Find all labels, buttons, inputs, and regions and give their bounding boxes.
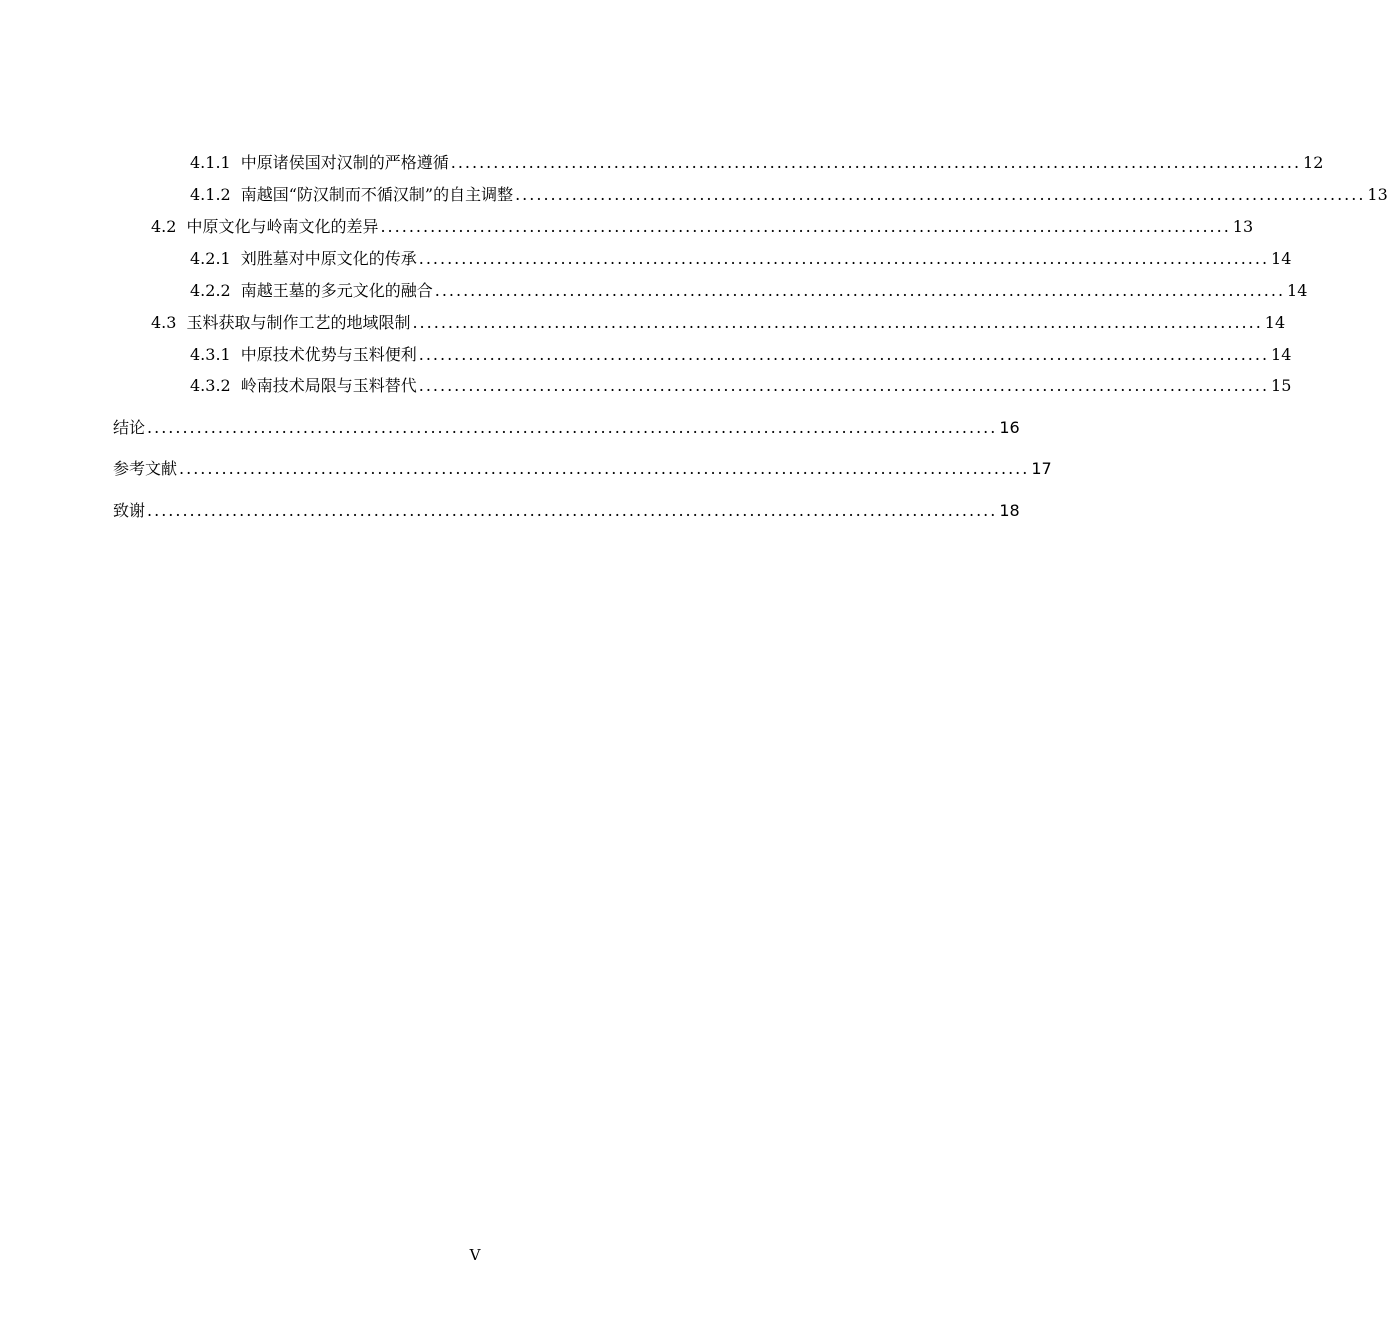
toc-entry-page: 13: [1232, 217, 1254, 236]
toc-entry-title: [190, 182, 513, 205]
toc-entry-4-1-1[interactable]: [190, 150, 1324, 173]
toc-entry-4-2-1[interactable]: [190, 246, 1292, 269]
page-number: V: [469, 1246, 481, 1264]
toc-entry-text: 玉料获取与制作工艺的地域限制: [186, 313, 411, 332]
toc-entry-title: 结论: [113, 418, 146, 437]
toc-entry-title: [190, 246, 417, 269]
toc-entry-page: 17: [1031, 459, 1052, 478]
toc-leader-dots: ........................................................................................................................: [418, 249, 1270, 268]
toc-entry-4-2[interactable]: [151, 214, 1254, 237]
toc-entry-text: 中原文化与岭南文化的差异: [186, 217, 379, 236]
toc-entry-page: 12: [1303, 153, 1324, 172]
toc-entry-text: 南越国“防汉制而不循汉制”的自主调整: [240, 185, 514, 204]
toc-entry-title: 参考文献: [113, 459, 178, 478]
toc-entry-page: 14: [1271, 249, 1292, 268]
toc-entry-4-3-2[interactable]: [190, 373, 1292, 396]
toc-leader-dots: ........................................................................................................................: [418, 345, 1270, 364]
toc-entry-title: [190, 150, 449, 173]
toc-entry-number: 4.3: [151, 313, 177, 332]
toc-entry-number: 4.3.2: [190, 376, 231, 395]
toc-entry-text: 刘胜墓对中原文化的传承: [240, 249, 417, 268]
toc-entry-text: 中原诸侯国对汉制的严格遵循: [240, 153, 449, 172]
toc-entry-page: 18: [999, 501, 1020, 520]
toc-entry-page: 14: [1287, 281, 1308, 300]
toc-entry-title: [151, 310, 410, 333]
toc-entry-text: 中原技术优势与玉料便利: [240, 345, 417, 364]
toc-entry-page: 16: [999, 418, 1020, 437]
toc-entry-number: 4.1.2: [190, 185, 231, 204]
toc-entry-acknowledgements[interactable]: [113, 498, 1020, 521]
toc-entry-page: 14: [1271, 345, 1292, 364]
toc-entry-title: [151, 214, 378, 237]
toc-leader-dots: ........................................................................................................................: [418, 376, 1270, 395]
toc-entry-conclusion[interactable]: [113, 415, 1020, 438]
toc-entry-number: 4.1.1: [190, 153, 231, 172]
toc-leader-dots: ........................................................................................................................: [179, 459, 1030, 478]
toc-entry-4-2-2[interactable]: [190, 278, 1308, 301]
toc-entry-title: [190, 373, 417, 396]
toc-entry-4-1-2[interactable]: [190, 182, 1388, 205]
toc-entry-number: 4.2.2: [190, 281, 231, 300]
toc-entry-title: 致谢: [113, 501, 146, 520]
toc-leader-dots: ........................................................................................................................: [380, 217, 1231, 236]
toc-leader-dots: ........................................................................................................................: [147, 501, 998, 520]
toc-leader-dots: ........................................................................................................................: [434, 281, 1286, 300]
toc-entry-title: [190, 342, 417, 365]
toc-entry-number: 4.2.1: [190, 249, 231, 268]
toc-entry-text: 岭南技术局限与玉料替代: [240, 376, 417, 395]
toc-entry-page: 15: [1271, 376, 1292, 395]
toc-leader-dots: ........................................................................................................................: [147, 418, 998, 437]
toc-entry-number: 4.2: [151, 217, 177, 236]
toc-entry-title: [190, 278, 433, 301]
toc-entry-4-3[interactable]: [151, 310, 1286, 333]
toc-entry-number: 4.3.1: [190, 345, 231, 364]
toc-entry-page: 14: [1264, 313, 1286, 332]
toc-entry-4-3-1[interactable]: [190, 342, 1292, 365]
toc-entry-references[interactable]: [113, 456, 1052, 479]
toc-leader-dots: ........................................................................................................................: [412, 313, 1263, 332]
toc-leader-dots: ........................................................................................................................: [450, 153, 1302, 172]
toc-entry-text: 南越王墓的多元文化的融合: [240, 281, 433, 300]
toc-entry-page: 13: [1367, 185, 1388, 204]
toc-leader-dots: ........................................................................................................................: [515, 185, 1366, 204]
